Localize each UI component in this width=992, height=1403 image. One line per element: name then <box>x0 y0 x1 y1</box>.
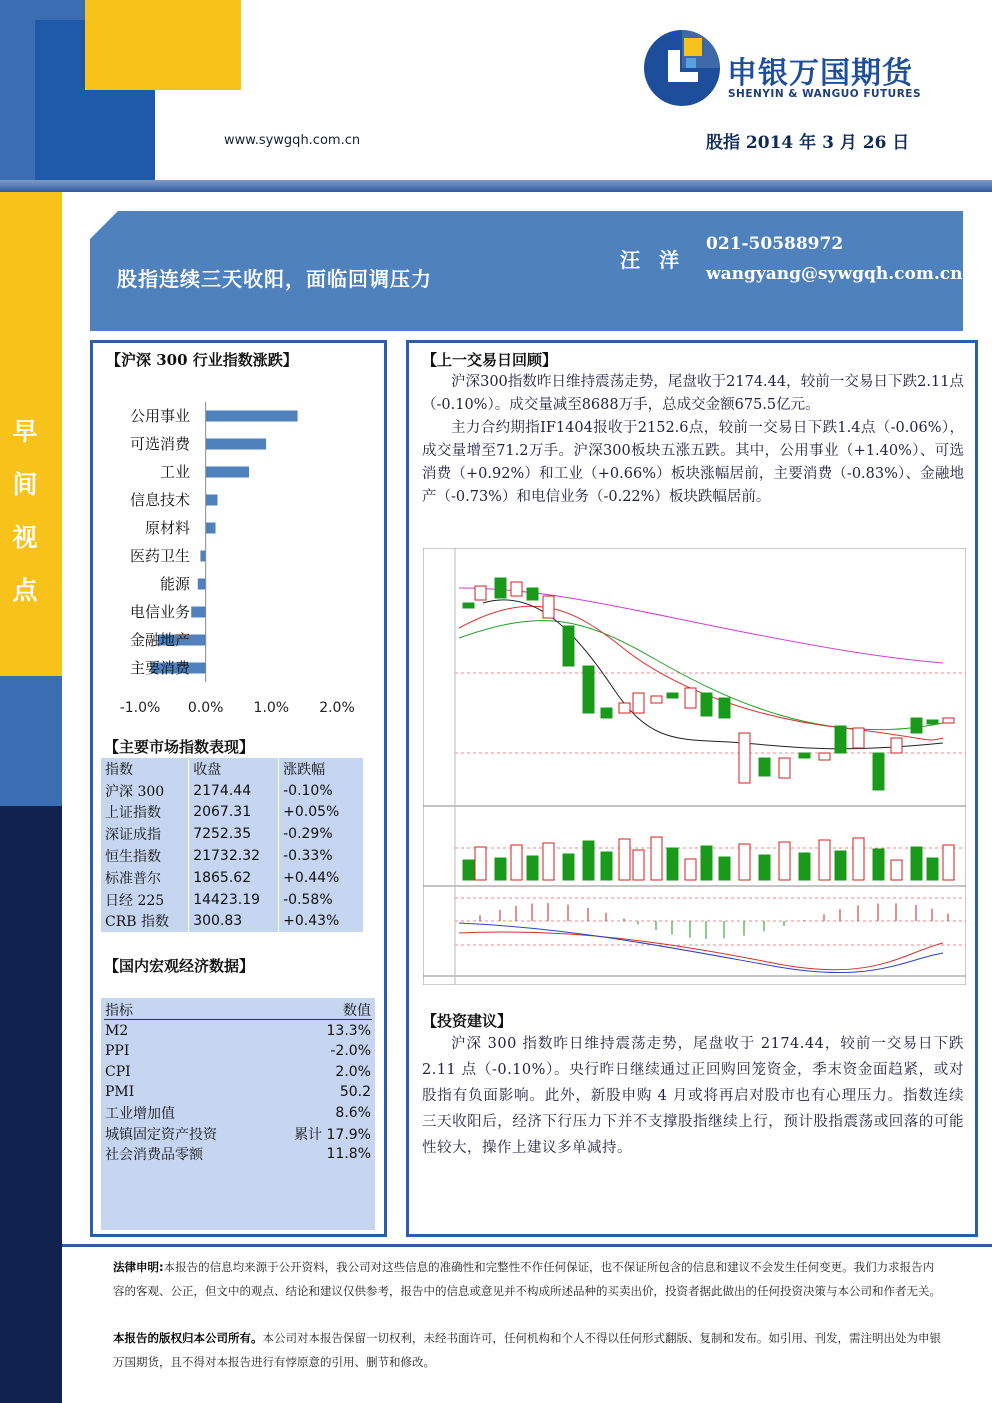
legal-text: 本报告的信息均来源于公开资料，我公司对这些信息的准确性和完整性不作任何保证，也不保证所包含的信息和建议不会发生任何变更。我们力求报告内容的客观、公正，但文中的观点、结论和建议仅供参考，报告中的信息或意见并不构成所述品种的买卖出价，投资者据此做出的任何投资决策与本公司和作者无关。 <box>113 1260 941 1298</box>
copyright-notice <box>113 1327 943 1374</box>
volume-bar <box>739 844 750 880</box>
advice-paragraph: 沪深 300 指数昨日维持震荡走势，尾盘收于 2174.44，较前一交易日下跌 2.11 点（-0.10%）。央行昨日继续通过正回购回笼资金，季末资金面趋紧，或对股指有负面影响。此外，新股申购 4 月或将再启对股市也有心理压力。指数连续三天收阳后，经济下行压力下并不支撑股指继续上行，预计股指震荡或回落的可能性较大，操作上建议多单减持。 <box>422 1036 964 1156</box>
candlestick <box>633 693 644 713</box>
macro-indicator-value: 累计 17.9% <box>294 1126 371 1143</box>
macro-row <box>105 1062 371 1082</box>
macro-indicator-name: PMI <box>105 1084 135 1101</box>
table-cell: 沪深 300 <box>101 780 189 802</box>
macro-row <box>105 1021 371 1041</box>
table-row <box>101 802 364 824</box>
candlestick <box>943 718 954 723</box>
volume-bar <box>463 860 474 880</box>
candlestick <box>651 696 662 703</box>
table-row <box>101 889 364 911</box>
volume-bar <box>583 841 594 880</box>
volume-bar <box>667 848 678 880</box>
macro-indicator-name: 城镇固定资产投资 <box>105 1126 217 1143</box>
volume-bar <box>701 846 712 880</box>
analyst-email[interactable]: wangyang@sywgqh.com.cn <box>706 264 963 284</box>
macro-row <box>105 1041 371 1061</box>
macro-indicator-value: -2.0% <box>330 1043 371 1060</box>
candlestick <box>527 588 538 600</box>
sector-bar <box>206 411 298 422</box>
table-cell: +0.44% <box>279 867 364 889</box>
macro-indicator-name: 工业增加值 <box>105 1106 175 1122</box>
review-title: 【上一交易日回顾】 <box>422 351 558 369</box>
table-cell: 2067.31 <box>189 802 279 824</box>
candlestick <box>583 666 594 713</box>
table-cell: 标准普尔 <box>101 867 189 889</box>
sector-bar-label: 公用事业 <box>129 407 190 425</box>
table-cell: 21732.32 <box>189 845 279 867</box>
table-cell: +0.05% <box>279 802 364 824</box>
sector-bar-label: 可选消费 <box>129 435 190 453</box>
table-cell: 7252.35 <box>189 823 279 845</box>
sidebar-label-char: 间 <box>12 470 38 499</box>
volume-bar <box>799 853 810 880</box>
volume-bar <box>619 839 630 880</box>
table-cell: CRB 指数 <box>101 911 189 933</box>
table-cell: 日经 225 <box>101 889 189 911</box>
volume-bar <box>873 849 884 880</box>
volume-bar <box>495 858 506 880</box>
table-cell: 指数 <box>101 758 189 780</box>
table-cell: 恒生指数 <box>101 845 189 867</box>
candlestick <box>463 603 474 608</box>
sector-chart-tick-label: 2.0% <box>319 700 355 716</box>
copyright-label: 本报告的版权归本公司所有。 <box>113 1331 263 1345</box>
macro-indicator-name: 社会消费品零额 <box>105 1147 203 1164</box>
table-cell: 上证指数 <box>101 802 189 824</box>
macro-row <box>105 1103 371 1123</box>
company-logo-icon <box>642 28 722 108</box>
volume-bar <box>779 842 790 880</box>
sector-bar-label: 工业 <box>159 463 190 481</box>
sidebar-label-char: 视 <box>12 523 38 552</box>
candlestick <box>563 626 574 666</box>
table-row <box>101 867 364 889</box>
sector-bar <box>206 495 218 506</box>
sector-bar-label: 金融地产 <box>129 631 190 649</box>
candlestick <box>853 728 864 748</box>
volume-bar <box>475 847 486 880</box>
brand-name-english: SHENYIN & WANGUO FUTURES <box>728 88 922 100</box>
table-cell: 14423.19 <box>189 889 279 911</box>
macro-row <box>105 1144 371 1164</box>
macro-data-table <box>101 998 375 1230</box>
candlestick <box>835 726 846 753</box>
table-cell: 深证成指 <box>101 823 189 845</box>
sector-bar-chart <box>95 396 375 721</box>
candlestick <box>911 718 922 733</box>
volume-bar <box>563 854 574 880</box>
volume-bar <box>633 850 644 880</box>
sidebar-label <box>0 405 50 617</box>
website-link[interactable]: www.sywgqh.com.cn <box>224 133 361 148</box>
header-rule <box>0 180 992 192</box>
sector-bar <box>191 607 205 618</box>
table-row <box>101 911 364 933</box>
macro-indicator-value: 50.2 <box>339 1084 371 1101</box>
copyright-text: 本公司对本报告保留一切权利，未经书面许可，任何机构和个人不得以任何形式翻版、复制和发布。如引用、刊发，需注明出处为申银万国期货，且不得对本报告进行有悖原意的引用、删节和修改。 <box>113 1331 941 1369</box>
sector-bar <box>198 579 206 590</box>
macro-table-title: 【国内宏观经济数据】 <box>104 957 255 975</box>
sector-bar <box>200 551 205 562</box>
sector-bar <box>206 523 216 534</box>
table-row <box>101 845 364 867</box>
table-header-row <box>101 758 364 780</box>
market-index-table <box>101 758 364 932</box>
candlestick <box>719 698 730 718</box>
candlestick <box>701 693 712 716</box>
table-cell: 2174.44 <box>189 780 279 802</box>
macro-indicator-value: 8.6% <box>335 1105 371 1121</box>
macro-row <box>105 1124 371 1144</box>
candlestick <box>495 578 506 598</box>
candlestick <box>685 688 696 708</box>
candlestick <box>475 586 486 600</box>
macro-indicator-name: PPI <box>105 1043 130 1060</box>
sector-bar-label: 能源 <box>159 575 190 593</box>
market-table-title: 【主要市场指数表现】 <box>104 738 255 756</box>
header-decoration-yellow <box>85 0 241 90</box>
macro-indicator-value: 2.0% <box>335 1063 371 1080</box>
volume-bar <box>719 857 730 880</box>
table-cell: +0.43% <box>279 911 364 933</box>
candlestick <box>543 596 554 618</box>
table-cell: 1865.62 <box>189 867 279 889</box>
legal-label: 法律申明: <box>113 1260 164 1274</box>
volume-bar <box>853 838 864 880</box>
candlestick <box>759 758 770 776</box>
volume-bar <box>891 860 902 880</box>
table-cell: -0.58% <box>279 889 364 911</box>
sector-chart-title: 【沪深 300 行业指数涨跌】 <box>106 351 298 369</box>
legal-disclaimer <box>113 1256 943 1303</box>
sidebar-navy-band <box>0 806 62 1403</box>
sector-chart-tick-label: 0.0% <box>187 700 224 716</box>
volume-bar <box>819 840 830 880</box>
futures-candlestick-chart <box>423 548 966 985</box>
table-cell: 涨跌幅 <box>279 758 364 780</box>
table-cell: -0.33% <box>279 845 364 867</box>
candlestick <box>891 738 902 753</box>
macro-indicator-name: 指标 <box>105 1003 133 1019</box>
advice-title: 【投资建议】 <box>422 1012 513 1030</box>
macro-row <box>105 1082 371 1102</box>
sector-bar-label: 主要消费 <box>129 659 190 677</box>
macro-indicator-name: M2 <box>105 1022 129 1039</box>
table-row <box>101 780 364 802</box>
macro-header-rule <box>104 1019 372 1020</box>
volume-bar <box>511 845 522 880</box>
volume-bar <box>911 847 922 880</box>
candlestick <box>619 703 630 713</box>
review-paragraph-2: 主力合约期指IF1404报收于2152.6点，较前一交易日下跌1.4点（-0.06%），成交量增至71.2万手。沪深300板块五涨五跌。其中，公用事业（+1.40%）、可选消费（+0.92%）和工业（+0.66%）板块涨幅居前，主要消费（-0.83%）、金融地产（-0.73%）和电信业务（-0.22%）板块跌幅居前。 <box>422 420 964 505</box>
report-date: 股指 2014 年 3 月 26 日 <box>706 133 910 153</box>
sector-chart-tick-label: 1.0% <box>253 700 290 716</box>
macro-header-row <box>105 1000 371 1020</box>
analyst-phone: 021-50588972 <box>706 234 844 254</box>
volume-bar <box>685 859 696 880</box>
candlestick <box>779 758 790 778</box>
table-cell: 收盘 <box>189 758 279 780</box>
volume-bar <box>759 855 770 880</box>
macro-indicator-value: 11.8% <box>326 1146 371 1163</box>
review-paragraph-1: 沪深300指数昨日维持震荡走势，尾盘收于2174.44，较前一交易日下跌2.11点（-0.10%）。成交量减至8688万手，总成交金额675.5亿元。 <box>422 374 964 413</box>
table-cell: 300.83 <box>189 911 279 933</box>
sector-bar-label: 医药卫生 <box>129 547 190 565</box>
headline: 股指连续三天收阳，面临回调压力 <box>117 267 432 291</box>
sector-bar-label: 信息技术 <box>129 491 190 509</box>
table-cell: -0.29% <box>279 823 364 845</box>
macro-indicator-value: 数值 <box>343 1003 371 1019</box>
sector-bar <box>206 467 249 478</box>
brand-name: 申银万国期货 <box>727 56 913 91</box>
volume-bar <box>943 845 954 880</box>
candlestick <box>601 708 612 718</box>
volume-bar <box>543 843 554 880</box>
sector-chart-tick-label: -1.0% <box>119 700 161 716</box>
footer-rule <box>62 1244 992 1247</box>
volume-bar <box>527 856 538 880</box>
candlestick <box>799 753 810 758</box>
sector-bar-label: 原材料 <box>144 519 190 537</box>
candlestick <box>873 753 884 790</box>
volume-bar <box>927 858 938 880</box>
analyst-name: 汪 洋 <box>620 248 685 272</box>
table-row <box>101 823 364 845</box>
candlestick <box>511 582 522 596</box>
volume-bar <box>651 837 662 880</box>
table-cell: -0.10% <box>279 780 364 802</box>
candlestick <box>927 720 938 724</box>
macro-indicator-value: 13.3% <box>326 1022 371 1039</box>
sector-bar <box>206 439 266 450</box>
candlestick <box>819 753 830 760</box>
sidebar-label-char: 早 <box>12 417 38 446</box>
macro-indicator-name: CPI <box>105 1063 131 1080</box>
volume-bar <box>601 852 612 880</box>
candlestick <box>739 733 750 783</box>
sidebar-label-char: 点 <box>12 576 38 605</box>
candlestick <box>667 693 678 698</box>
volume-bar <box>835 851 846 880</box>
sidebar-blue-band <box>0 676 62 806</box>
sector-bar-label: 电信业务 <box>129 603 190 621</box>
